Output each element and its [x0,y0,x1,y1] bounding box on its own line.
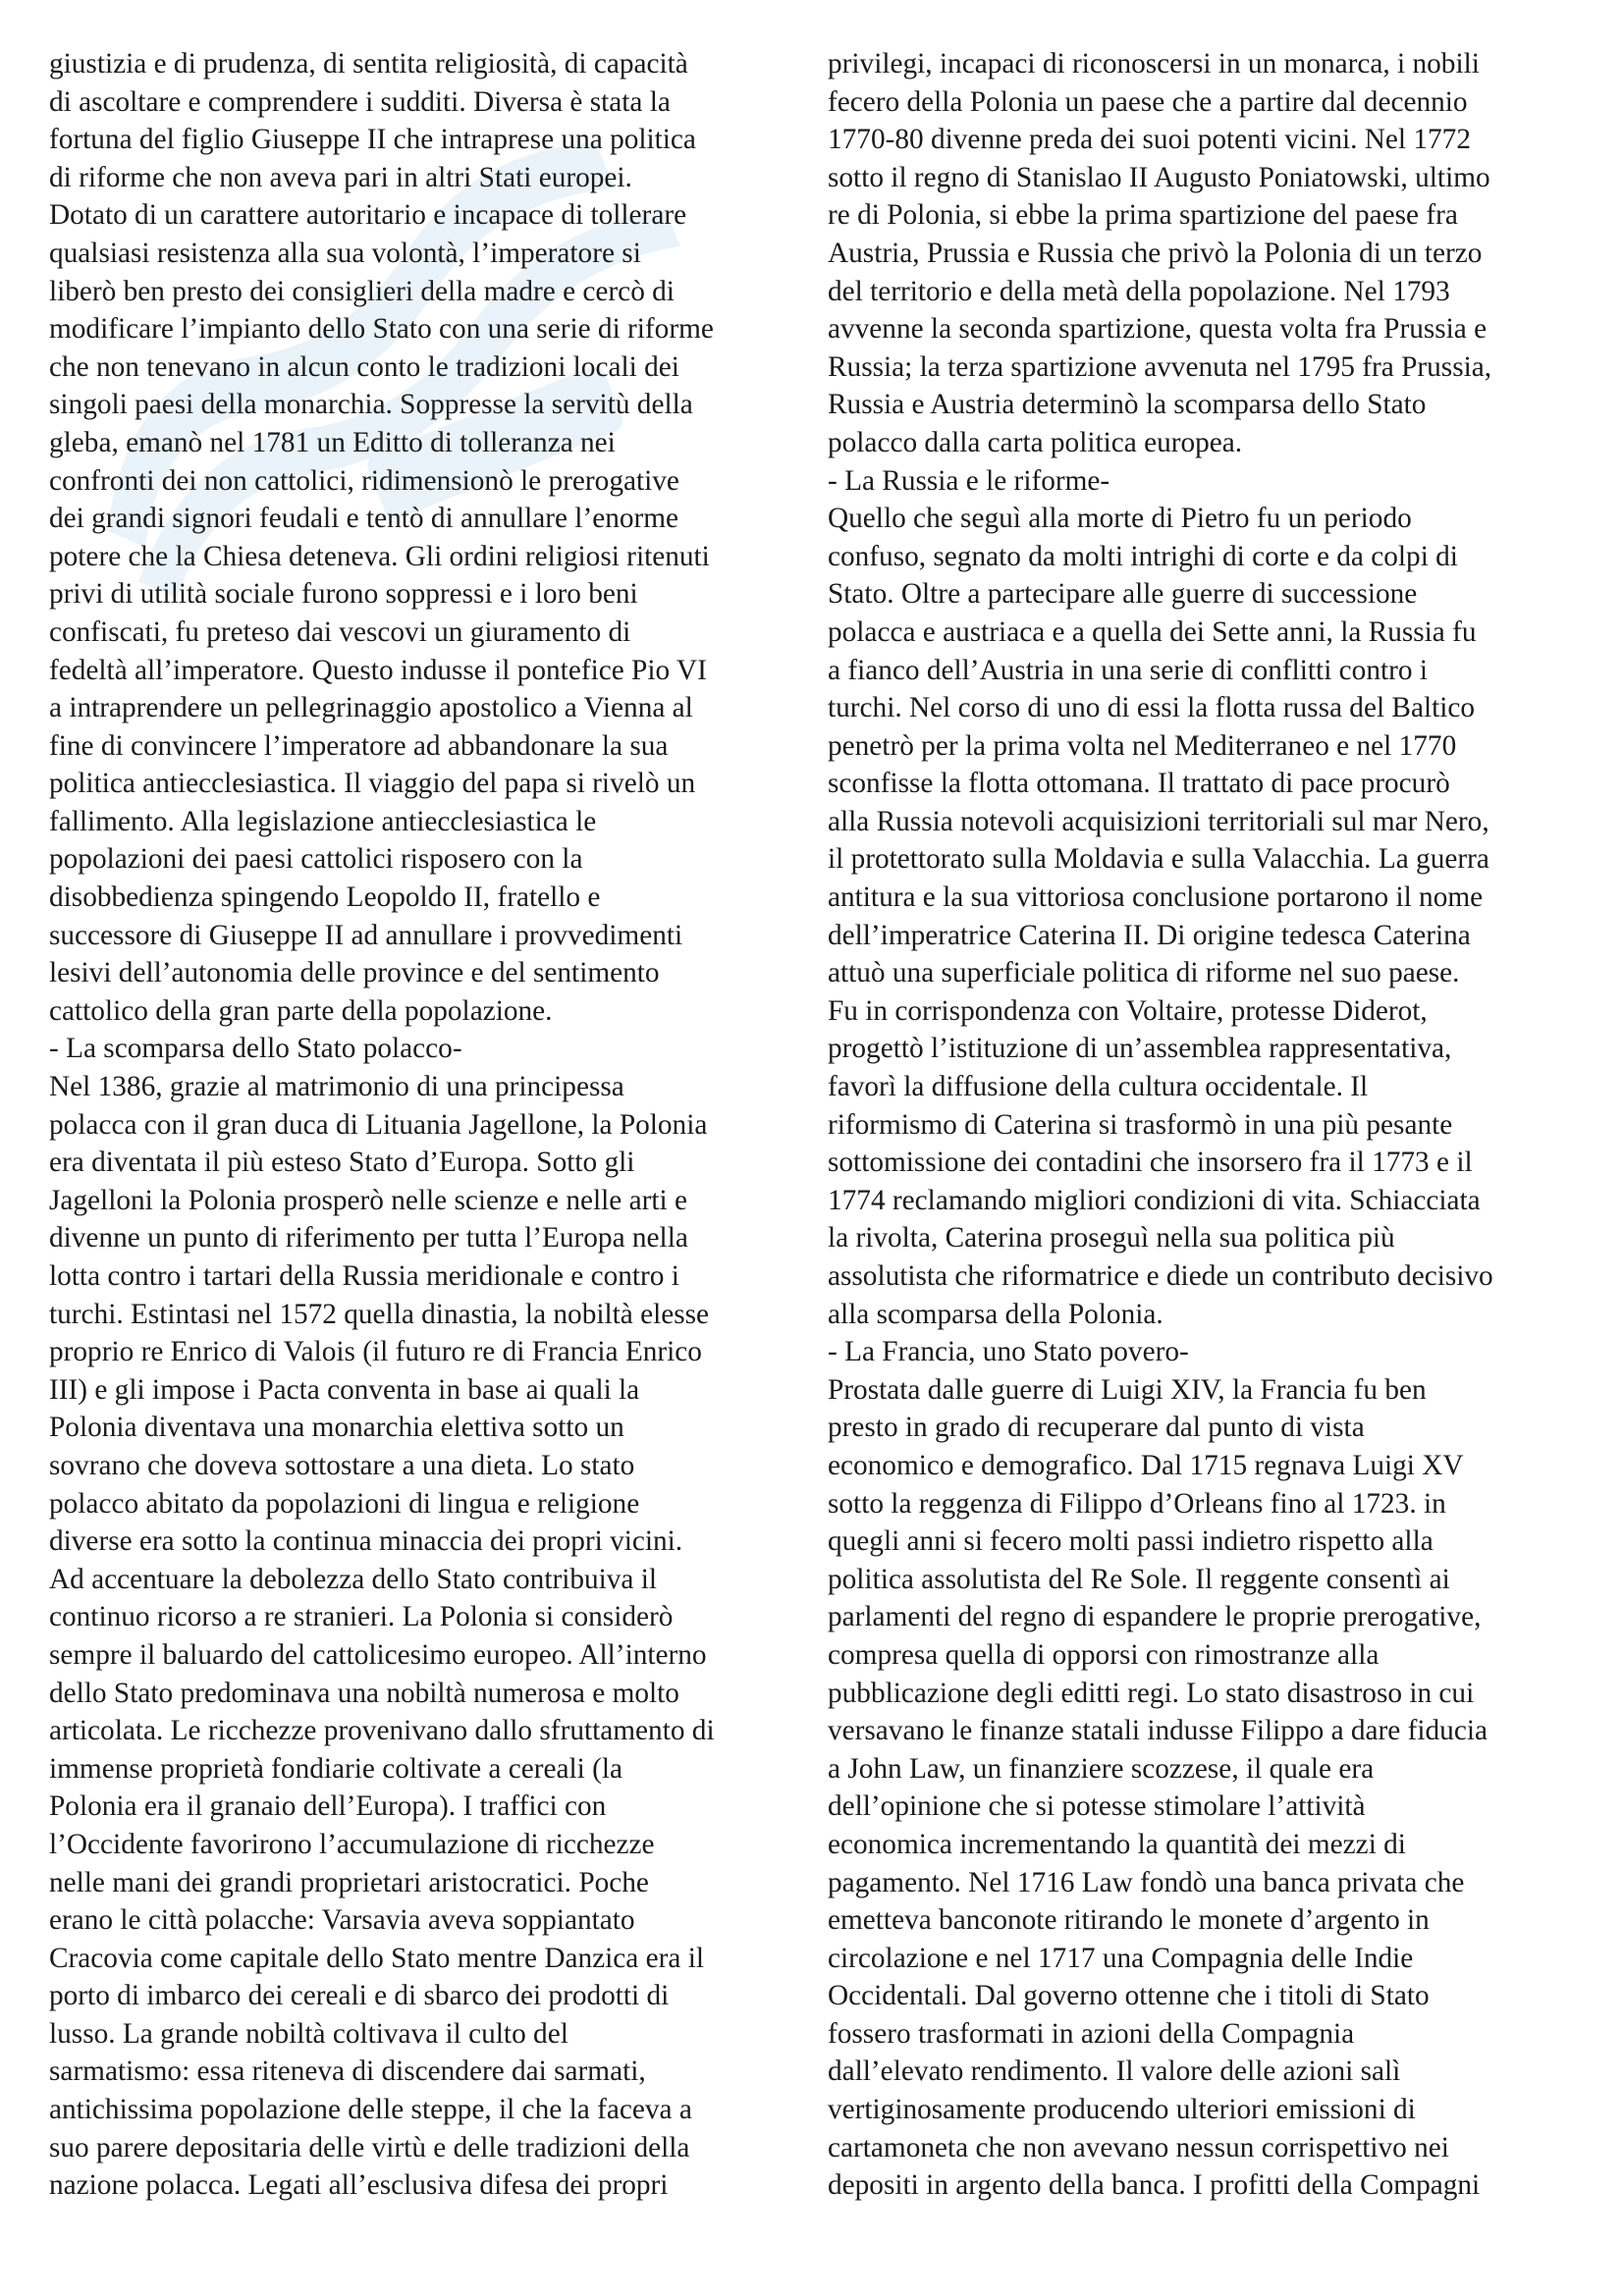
text-line: Dotato di un carattere autoritario e incapace di tollerare [49,199,687,232]
text-line: confiscati, fu preteso dai vescovi un giuramento di [49,615,631,648]
text-line: successore di Giuseppe II ad annullare i provvedimenti [49,919,683,951]
text-line: quegli anni si fecero molti passi indietro rispetto alla [828,1525,1434,1558]
text-line: popolazioni dei paesi cattolici risposero con la [49,843,583,876]
text-line: - La Russia e le riforme- [828,464,1110,497]
text-line: sottomissione dei contadini che insorsero fra il 1773 e il [828,1147,1473,1179]
text-line: antichissima popolazione delle steppe, il che la faceva a [49,2094,692,2126]
text-line: 1770-80 divenne preda dei suoi potenti vicini. Nel 1772 [828,124,1471,156]
text-line: suo parere depositaria delle virtù e delle tradizioni della [49,2131,690,2163]
left-column [49,45,823,2205]
text-line: fallimento. Alla legislazione antiecclesiastica le [49,805,597,837]
text-line: - La Francia, uno Stato povero- [828,1336,1189,1368]
text-line: fortuna del figlio Giuseppe II che intraprese una politica [49,124,696,156]
text-line: compresa quella di opporsi con rimostranze alla [828,1638,1380,1671]
text-line: sarmatismo: essa riteneva di discendere dai sarmati, [49,2056,646,2088]
text-line: progettò l’istituzione di un’assemblea rappresentativa, [828,1033,1452,1065]
text-line: Jagelloni la Polonia prosperò nelle scienze e nelle arti e [49,1184,687,1216]
text-line: attuò una superficiale politica di riforme nel suo paese. [828,957,1460,989]
text-line: che non tenevano in alcun conto le tradizioni locali dei [49,350,679,383]
text-line: pubblicazione degli editti regi. Lo stato disastroso in cui [828,1677,1475,1709]
text-line: fecero della Polonia un paese che a partire dal decennio [828,85,1468,118]
text-line: Nel 1386, grazie al matrimonio di una principessa [49,1071,624,1103]
text-line: del territorio e della metà della popolazione. Nel 1793 [828,275,1450,307]
text-line: lesivi dell’autonomia delle province e del sentimento [49,957,660,989]
text-line: dei grandi signori feudali e tentò di annullare l’enorme [49,503,679,535]
text-line: a intraprendere un pellegrinaggio apostolico a Vienna al [49,692,693,724]
text-line: nelle mani dei grandi proprietari aristocratici. Poche [49,1866,649,1898]
text-line: Austria, Prussia e Russia che privò la Polonia di un terzo [828,237,1483,269]
text-line: disobbedienza spingendo Leopoldo II, fratello e [49,881,601,914]
text-line: turchi. Nel corso di uno di essi la flotta russa del Baltico [828,692,1476,724]
text-line: parlamenti del regno di espandere le proprie prerogative, [828,1601,1482,1633]
text-line: alla scomparsa della Polonia. [828,1298,1163,1330]
text-line: di ascoltare e comprendere i sudditi. Diversa è stata la [49,85,671,118]
text-line: riformismo di Caterina si trasformò in una più pesante [828,1108,1453,1141]
text-line: cartamoneta che non avevano nessun corrispettivo nei [828,2131,1449,2163]
right-column [828,45,1594,2205]
text-line: 1774 reclamando migliori condizioni di vita. Schiacciata [828,1184,1481,1216]
text-line: la rivolta, Caterina proseguì nella sua politica più [828,1222,1395,1255]
text-line: Prostata dalle guerre di Luigi XIV, la Francia fu ben [828,1373,1427,1406]
text-line: economico e demografico. Dal 1715 regnava Luigi XV [828,1449,1464,1481]
text-line: dell’opinione che si potesse stimolare l’attività [828,1790,1366,1823]
text-line: avvenne la seconda spartizione, questa volta fra Prussia e [828,313,1488,346]
text-line: dell’imperatrice Caterina II. Di origine tedesca Caterina [828,919,1471,951]
text-line: confronti dei non cattolici, ridimensionò le prerogative [49,464,679,497]
text-line: potere che la Chiesa deteneva. Gli ordini religiosi ritenuti [49,540,710,572]
text-line: sempre il baluardo del cattolicesimo europeo. All’interno [49,1638,707,1671]
text-line: proprio re Enrico di Valois (il futuro re di Francia Enrico [49,1336,702,1368]
text-line: divenne un punto di riferimento per tutta l’Europa nella [49,1222,688,1255]
text-line: Stato. Oltre a partecipare alle guerre di successione [828,578,1418,611]
text-line: Ad accentuare la debolezza dello Stato contribuiva il [49,1563,658,1595]
text-line: polacco dalla carta politica europea. [828,426,1243,458]
text-line: Occidentali. Dal governo ottenne che i titoli di Stato [828,1980,1430,2012]
text-line: depositi in argento della banca. I profitti della Compagni [828,2169,1481,2202]
text-line: penetrò per la prima volta nel Mediterraneo e nel 1770 [828,729,1457,762]
text-line: continuo ricorso a re stranieri. La Polonia si considerò [49,1601,674,1633]
text-line: gleba, emanò nel 1781 un Editto di tolleranza nei [49,426,616,458]
text-line: nazione polacca. Legati all’esclusiva difesa dei propri [49,2169,669,2202]
text-line: Quello che seguì alla morte di Pietro fu un periodo [828,503,1412,535]
text-line: re di Polonia, si ebbe la prima spartizione del paese fra [828,199,1458,232]
text-line: qualsiasi resistenza alla sua volontà, l’imperatore si [49,237,641,269]
text-line: III) e gli impose i Pacta conventa in base ai quali la [49,1373,640,1406]
text-line: singoli paesi della monarchia. Soppresse la servitù della [49,389,693,421]
text-line: antitura e la sua vittoriosa conclusione portarono il nome [828,881,1484,914]
text-line: presto in grado di recuperare dal punto di vista [828,1412,1365,1444]
text-line: fedeltà all’imperatore. Questo indusse il pontefice Pio VI [49,654,707,686]
text-line: politica antiecclesiastica. Il viaggio del papa si rivelò un [49,768,696,800]
text-line: fossero trasformati in azioni della Compagnia [828,2017,1355,2050]
text-line: Russia e Austria determinò la scomparsa dello Stato [828,389,1427,421]
text-line: era diventata il più esteso Stato d’Europa. Sotto gli [49,1147,635,1179]
text-line: Polonia diventava una monarchia elettiva sotto un [49,1412,624,1444]
text-line: pagamento. Nel 1716 Law fondò una banca privata che [828,1866,1465,1898]
text-line: assolutista che riformatrice e diede un contributo decisivo [828,1260,1493,1292]
text-line: economica incrementando la quantità dei mezzi di [828,1828,1406,1860]
text-line: modificare l’impianto dello Stato con una serie di riforme [49,313,714,346]
text-line: di riforme che non aveva pari in altri Stati europei. [49,161,632,193]
text-line: giustizia e di prudenza, di sentita religiosità, di capacità [49,48,688,80]
text-line: - La scomparsa dello Stato polacco- [49,1033,462,1065]
text-line: Polonia era il granaio dell’Europa). I traffici con [49,1790,607,1823]
text-line: polacco abitato da popolazioni di lingua e religione [49,1487,640,1520]
text-line: privi di utilità sociale furono soppressi e i loro beni [49,578,638,611]
text-line: il protettorato sulla Moldavia e sulla Valacchia. La guerra [828,843,1489,876]
text-line: cattolico della gran parte della popolazione. [49,994,553,1027]
text-line: dello Stato predominava una nobiltà numerosa e molto [49,1677,679,1709]
text-line: lusso. La grande nobiltà coltivava il culto del [49,2017,568,2050]
text-line: dall’elevato rendimento. Il valore delle azioni salì [828,2056,1401,2088]
text-line: sotto la reggenza di Filippo d’Orleans fino al 1723. in [828,1487,1446,1520]
text-line: turchi. Estintasi nel 1572 quella dinastia, la nobiltà elesse [49,1298,710,1330]
text-line: Fu in corrispondenza con Voltaire, protesse Diderot, [828,994,1428,1027]
text-line: Russia; la terza spartizione avvenuta nel 1795 fra Prussia, [828,350,1492,383]
text-line: polacca con il gran duca di Lituania Jagellone, la Polonia [49,1108,708,1141]
text-line: polacca e austriaca e a quella dei Sette anni, la Russia fu [828,615,1477,648]
text-line: erano le città polacche: Varsavia aveva soppiantato [49,1904,635,1937]
text-line: sconfisse la flotta ottomana. Il trattato di pace procurò [828,768,1450,800]
text-line: favorì la diffusione della cultura occidentale. Il [828,1071,1369,1103]
text-line: articolata. Le ricchezze provenivano dallo sfruttamento di [49,1715,715,1747]
text-line: Cracovia come capitale dello Stato mentre Danzica era il [49,1942,705,1974]
text-line: versavano le finanze statali indusse Filippo a dare fiducia [828,1715,1488,1747]
text-line: l’Occidente favorirono l’accumulazione di ricchezze [49,1828,655,1860]
text-line: porto di imbarco dei cereali e di sbarco dei prodotti di [49,1980,670,2012]
text-line: sotto il regno di Stanislao II Augusto Poniatowski, ultimo [828,161,1490,193]
text-line: emetteva banconote ritirando le monete d’argento in [828,1904,1430,1937]
text-line: vertiginosamente producendo ulteriori emissioni di [828,2094,1416,2126]
text-line: a John Law, un finanziere scozzese, il quale era [828,1752,1375,1785]
text-line: alla Russia notevoli acquisizioni territoriali sul mar Nero, [828,805,1489,837]
text-line: privilegi, incapaci di riconoscersi in un monarca, i nobili [828,48,1480,80]
text-line: diverse era sotto la continua minaccia dei propri vicini. [49,1525,683,1558]
text-line: politica assolutista del Re Sole. Il reggente consentì ai [828,1563,1450,1595]
text-line: circolazione e nel 1717 una Compagnia delle Indie [828,1942,1414,1974]
text-line: immense proprietà fondiarie coltivate a cereali (la [49,1752,623,1785]
text-line: sovrano che doveva sottostare a una dieta. Lo stato [49,1449,635,1481]
text-line: liberò ben presto dei consiglieri della madre e cercò di [49,275,675,307]
text-line: a fianco dell’Austria in una serie di conflitti contro i [828,654,1428,686]
text-line: confuso, segnato da molti intrighi di corte e da colpi di [828,540,1458,572]
text-line: lotta contro i tartari della Russia meridionale e contro i [49,1260,679,1292]
text-line: fine di convincere l’imperatore ad abbandonare la sua [49,729,669,762]
